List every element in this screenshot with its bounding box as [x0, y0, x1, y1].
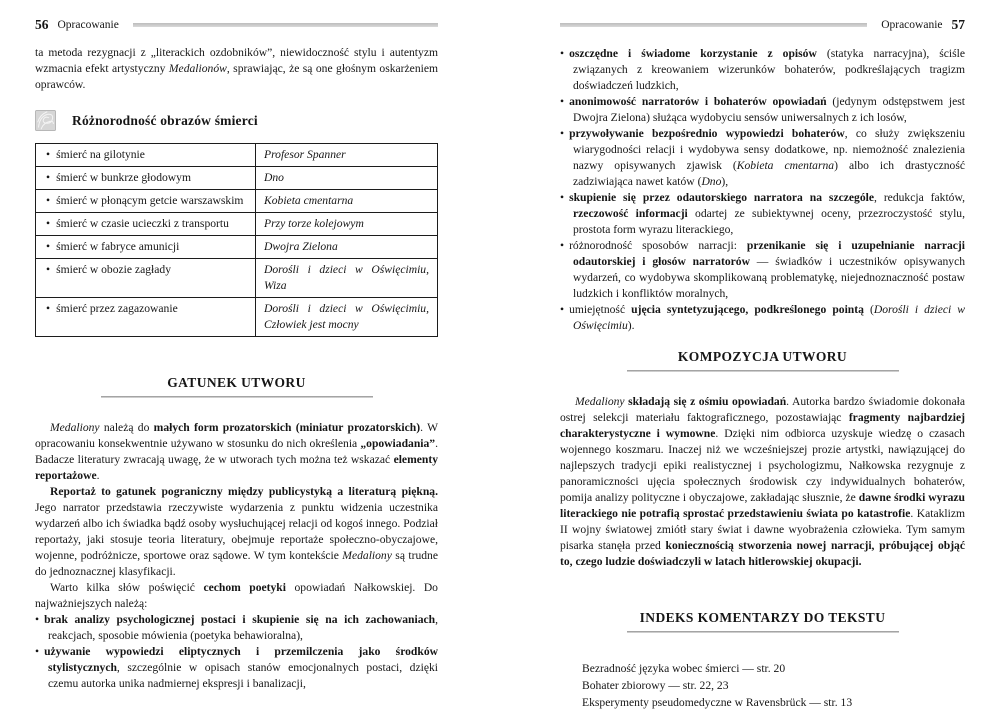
list-item: • anonimowość narratorów i bohaterów opowiadań (jedynym odstępstwem jest Dwojra Zielona) służąca wydobyciu sensów uniwersalnych z ich losów,	[560, 95, 965, 124]
page-left	[35, 18, 438, 692]
running-header-left	[35, 18, 438, 32]
table-cell-story: Dno	[264, 171, 284, 184]
medallion-icon	[35, 110, 56, 131]
paragraph: Medaliony składają się z ośmiu opowiadań. Autorka bardzo świadomie dokonała ostrej selekcji materiału faktograficznego, pozostawiając fragmenty najbardziej charakterystyczne i wymowne. Dzięki nim odbiorca uzyskuje wiedzę o czasach wojennego koszmaru. Inaczej niż we wcześniejszej prozie artystki, nawiązującej do najlepszych tradycji epiki realistycznej i psychologizmu, Nałkowska rezygnuje z panoramiczności ujęcia społecznych środowisk czy indywidualnych bohaterów, pomija analizy polityczne i obyczajowe, zakładając słusznie, że dawne środki wyrazu literackiego nie potrafią sprostać przedstawieniu świata po katastrofie. Kataklizm II wojny światowej zmiótł stary świat i dawne wyobrażenia człowieka. Tym samym pisarka stanęła przed koniecznością stworzenia nowej narracji, próbującej objąć to, czego ludzie doświadczyli w latach hitlerowskiej okupacji.	[560, 395, 965, 568]
page-number: 56	[35, 17, 49, 32]
table-cell-story: Kobieta cmentarna	[264, 194, 354, 207]
bullet-glyph: •	[35, 613, 40, 626]
heading-text: INDEKS KOMENTARZY DO TEKSTU	[639, 610, 886, 625]
page-number: 57	[951, 17, 965, 32]
bullet-glyph: •	[46, 240, 51, 253]
bullet-glyph: •	[46, 217, 51, 230]
bullet-glyph: •	[35, 645, 40, 658]
bullet-glyph: •	[560, 127, 565, 140]
bullet-glyph: •	[560, 47, 565, 60]
list-item: • używanie wypowiedzi eliptycznych i przemilczenia jako środków stylistycznych, szczególnie w opisach stanów emocjonalnych postaci, dzięki czemu autorka unika nadmiernej ekspresji i banalizacji,	[35, 645, 438, 690]
index-entry: Bezradność języka wobec śmierci — str. 20	[582, 662, 786, 675]
section-heading-gatunek	[35, 375, 438, 398]
list-item: • umiejętność ujęcia syntetyzującego, podkreślonego pointą (Dorośli i dzieci w Oświęcimiu).	[560, 303, 965, 332]
table-cell-topic: • śmierć przez zagazowanie	[36, 298, 256, 336]
table-cell-topic: • śmierć w fabryce amunicji	[36, 236, 256, 258]
table-cell-topic: • śmierć na gilotynie	[36, 144, 256, 166]
list-item: • skupienie się przez odautorskiego narratora na szczególe, redukcja faktów, rzeczowość informacji odartej ze subiektywnej oceny, przezroczystość stylu, prostota form wyrazu literackiego,	[560, 191, 965, 236]
intro-paragraph: ta metoda rezygnacji z „literackich ozdobników”, niewidoczność stylu i autentyzm wzmacnia efekt artystyczny Medalionów, sprawiając, że są one głośnym oskarżeniem oprawców.	[35, 46, 438, 91]
paragraph: Reportaż to gatunek pograniczny między publicystyką a literaturą piękną. Jego narrator przedstawia rzeczywiste wydarzenia z punktu widzenia uczestnika wydarzeń albo ich świadka bądź osoby wysłuchującej relacji od kogoś innego. Podział reportaży, jaki stosuje teoria literatury, obejmuje reportaże społeczno-obyczajowe, wojenne, podróżnicze, sportowe oraz sądowe. W tym kontekście Medaliony są trudne do jednoznacznej klasyfikacji.	[35, 485, 438, 578]
table-cell-story: Dorośli i dzieci w Oświęcimiu, Człowiek jest mocny	[264, 302, 429, 331]
index-entries-list	[582, 660, 965, 711]
bullet-glyph: •	[560, 95, 565, 108]
table-row	[36, 166, 437, 189]
table-cell-topic: • śmierć w obozie zagłady	[36, 259, 256, 297]
poetics-bullet-list	[35, 612, 438, 692]
table-row	[36, 258, 437, 297]
table-cell-topic: • śmierć w czasie ucieczki z transportu	[36, 213, 256, 235]
list-item: • brak analizy psychologicznej postaci i skupienie się na ich zachowaniach, reakcjach, sposobie mówienia (poetyka behawioralna),	[35, 613, 438, 642]
bullet-glyph: •	[560, 303, 565, 316]
table-row	[36, 212, 437, 235]
running-title: Opracowanie	[57, 19, 119, 31]
running-header-right	[560, 18, 965, 32]
table-row	[36, 144, 437, 166]
list-item: • oszczędne i świadome korzystanie z opisów (statyka narracyjna), ściśle związanych z kreowaniem wizerunków bohaterów, podkreślających tragizm doświadczeń ludzkich,	[560, 47, 965, 92]
heading-text: GATUNEK UTWORU	[167, 375, 306, 390]
list-item: • przywoływanie bezpośrednio wypowiedzi bohaterów, co służy zwiększeniu wiarygodności relacji i wydobywa sensy dodatkowe, np. niemożność znalezienia nazwy opisywanych zjawisk (Kobieta cmentarna) albo ich drastyczność zadziwiająca nawet katów (Dno),	[560, 127, 965, 188]
heading-rule	[101, 396, 373, 398]
section-heading-kompozycja	[560, 349, 965, 372]
bullet-glyph: •	[46, 263, 51, 276]
heading-rule	[627, 631, 899, 633]
table-cell-story: Dorośli i dzieci w Oświęcimiu, Wiza	[264, 263, 429, 292]
death-images-table	[35, 143, 438, 337]
paragraph: Medaliony należą do małych form prozatorskich (miniatur prozatorskich). W opracowaniu konsekwentnie używano w stosunku do nich określenia „opowiadania”. Badacze literatury zwracają uwagę, że w utworach tych można też wskazać elementy reportażowe.	[35, 421, 439, 482]
header-rule	[133, 23, 438, 27]
bullet-glyph: •	[46, 171, 51, 184]
section-title: Różnorodność obrazów śmierci	[72, 112, 258, 128]
heading-rule	[627, 370, 899, 372]
bullet-glyph: •	[46, 194, 51, 207]
paragraph: Warto kilka słów poświęcić cechom poetyki opowiadań Nałkowskiej. Do najważniejszych należą:	[35, 581, 438, 610]
bullet-glyph: •	[560, 191, 565, 204]
poetics-bullet-list-continued	[560, 46, 965, 334]
index-entry: Eksperymenty pseudomedyczne w Ravensbrück — str. 13	[582, 696, 853, 709]
bullet-glyph: •	[560, 239, 565, 252]
table-cell-story: Dwojra Zielona	[264, 240, 338, 253]
heading-text: KOMPOZYCJA UTWORU	[677, 349, 848, 364]
bullet-glyph: •	[46, 302, 51, 315]
running-title: Opracowanie	[881, 19, 943, 31]
table-cell-story: Profesor Spanner	[264, 148, 346, 161]
page-right	[560, 18, 965, 711]
table-row	[36, 297, 437, 336]
section-heading-indeks	[560, 610, 965, 633]
table-row	[36, 235, 437, 258]
table-row	[36, 189, 437, 212]
index-entry: Bohater zbiorowy — str. 22, 23	[582, 679, 729, 692]
table-cell-topic: • śmierć w płonącym getcie warszawskim	[36, 190, 256, 212]
list-item: • różnorodność sposobów narracji: przenikanie się i uzupełnianie narracji odautorskiej i głosów narratorów — świadków i uczestników opisywanych wydarzeń, co wydobywa skomplikowaną problematykę, niejednoznaczność postaw ludzkich i konfliktów moralnych,	[560, 239, 966, 300]
header-rule	[560, 23, 867, 27]
table-cell-story: Przy torze kolejowym	[264, 217, 364, 230]
section-title-row	[35, 110, 438, 131]
bullet-glyph: •	[46, 148, 51, 161]
table-cell-topic: • śmierć w bunkrze głodowym	[36, 167, 256, 189]
